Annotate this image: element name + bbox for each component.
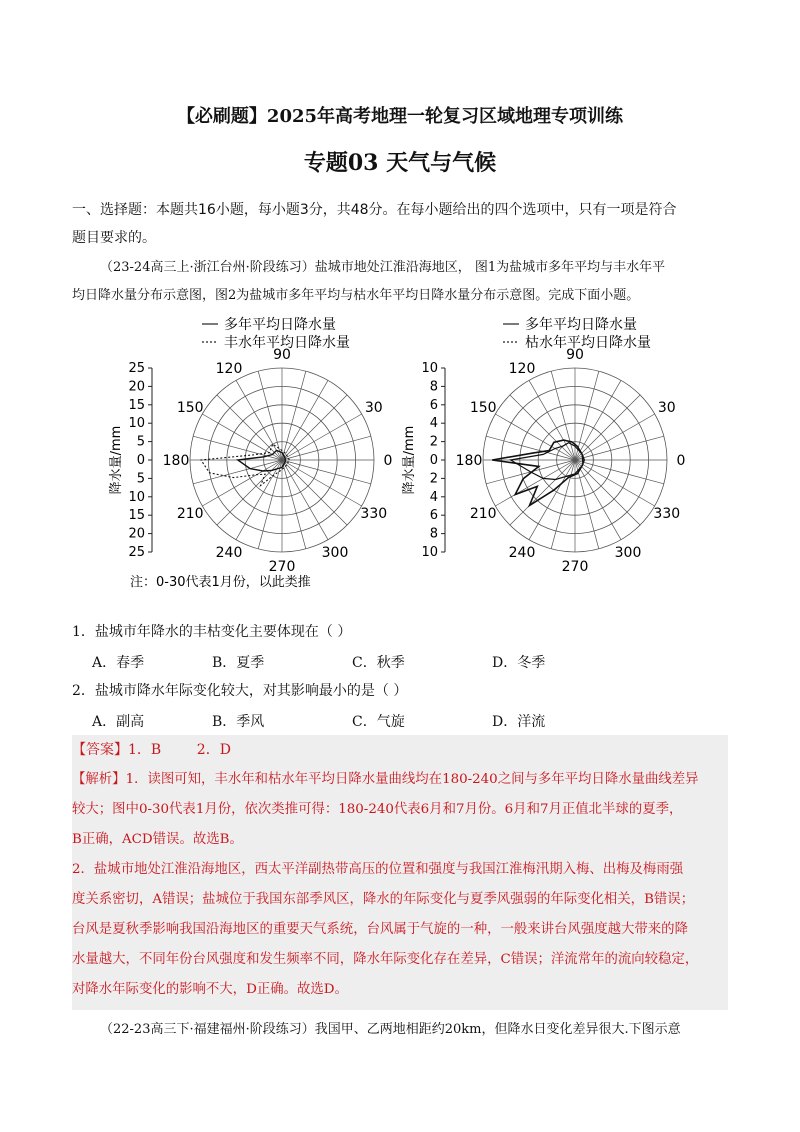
- angle-label: 90: [566, 347, 584, 363]
- q2-option-b: B．季风: [212, 714, 265, 730]
- analysis-line: 2．盐城市地处江淮沿海地区，西太平洋副热带高压的位置和强度与我国江淮梅汛期入梅、出梅及梅雨强: [72, 862, 684, 877]
- q1-option-b: B．夏季: [212, 655, 265, 671]
- grid-spoke: [575, 414, 655, 460]
- document-title: 【必刷题】2025年高考地理一轮复习区域地理专项训练: [176, 106, 624, 127]
- analysis-line: 水量越大，不同年份台风强度和发生频率不同，降水年际变化存在差异，C错误；洋流常年的流向较稳定，: [72, 952, 699, 967]
- grid-spoke: [236, 460, 282, 540]
- grid-spoke: [282, 395, 347, 460]
- section-instructions: [72, 196, 728, 252]
- y-tick-label: 5: [136, 471, 145, 487]
- polar-chart-1: [108, 347, 392, 575]
- y-tick-label: 15: [128, 397, 145, 413]
- grid-spoke: [258, 460, 282, 549]
- q1-stem: 1．盐城市年降水的丰枯变化主要体现在（ ）: [72, 624, 352, 640]
- analysis-line: B正确，ACD错误。故选B。: [72, 832, 243, 847]
- y-tick-label: 20: [128, 379, 145, 395]
- analysis-line: 度关系密切，A错误；盐城位于我国东部季风区，降水的年际变化与夏季风强弱的年际变化相关，B错误；: [72, 892, 695, 907]
- y-axis-label: 降水量/mm: [402, 425, 417, 495]
- legend-1b: 丰水年平均日降水量: [224, 335, 350, 351]
- grid-spoke: [282, 380, 328, 460]
- grid-spoke: [575, 436, 664, 460]
- analysis-block: [72, 765, 728, 1005]
- angle-label: 240: [508, 544, 536, 561]
- y-tick-label: 25: [128, 361, 145, 376]
- angle-label: 300: [321, 544, 349, 561]
- grid-spoke: [551, 371, 575, 460]
- section-line-2: 题目要求的。: [72, 230, 156, 246]
- grid-spoke: [202, 460, 282, 506]
- angle-label: 150: [469, 400, 497, 416]
- legend-1a: 多年平均日降水量: [224, 317, 336, 333]
- y-tick-label: 10: [128, 416, 145, 432]
- q2-option-d: D．洋流: [492, 714, 546, 730]
- angle-label: 150: [176, 400, 204, 416]
- grid-spoke: [575, 371, 599, 460]
- grid-spoke: [529, 460, 575, 540]
- grid-spoke: [236, 380, 282, 460]
- next-intro-line: （22-23高三下·福建福州·阶段练习）我国甲、乙两地相距约20km，但降水日变化差异很大.下图示意: [100, 1022, 681, 1037]
- grid-spoke: [282, 371, 306, 460]
- legend-2b: 枯水年平均日降水量: [525, 335, 651, 351]
- grid-spoke: [510, 395, 575, 460]
- y-tick-label: 6: [429, 508, 438, 524]
- angle-label: 270: [268, 559, 296, 575]
- grid-spoke: [282, 414, 362, 460]
- grid-spoke: [575, 460, 640, 525]
- grid-spoke: [575, 380, 621, 460]
- angle-label: 90: [273, 347, 291, 363]
- intro-line-2: 均日降水量分布示意图，图2为盐城市多年平均与枯水年平均日降水量分布示意图。完成下面小题。: [72, 288, 640, 303]
- analysis-line: 较大；图中0-30代表1月份，依次类推可得：180-240代表6月和7月份。6月和7月正值北半球的夏季，: [72, 802, 683, 817]
- angle-label: 270: [561, 559, 589, 575]
- angle-label: 330: [653, 506, 681, 522]
- grid-spoke: [282, 460, 371, 484]
- q2-stem: 2．盐城市降水年际变化较大，对其影响最小的是（ ）: [72, 683, 408, 699]
- y-tick-label: 20: [128, 526, 145, 542]
- grid-spoke: [575, 460, 621, 540]
- y-tick-label: 25: [128, 545, 145, 560]
- answer-label: 【答案】: [72, 742, 128, 758]
- polar-chart-2: [401, 347, 685, 575]
- q1-option-a: A．春季: [92, 655, 145, 671]
- grid-spoke: [193, 460, 282, 484]
- y-tick-label: 4: [429, 489, 438, 505]
- legend-chart1: [202, 316, 350, 351]
- section-line-1: 一、选择题：本题共16小题，每小题3分，共48分。在每小题给出的四个选项中，只有一项是符合: [72, 202, 677, 218]
- next-question-intro: [72, 1016, 728, 1044]
- grid-spoke: [202, 414, 282, 460]
- y-tick-label: 6: [429, 397, 438, 413]
- grid-spoke: [282, 460, 306, 549]
- grid-spoke: [551, 460, 575, 549]
- legend-2a: 多年平均日降水量: [525, 317, 637, 333]
- question-2: [72, 677, 728, 705]
- chart-note: 注：0-30代表1月份，以此类推: [130, 575, 311, 590]
- y-tick-label: 0: [429, 453, 438, 468]
- grid-spoke: [575, 460, 664, 484]
- answer-text: 1．B 2．D: [128, 742, 231, 758]
- y-axis-label: 降水量/mm: [109, 425, 124, 495]
- legend-chart2: [503, 316, 651, 351]
- grid-spoke: [258, 371, 282, 460]
- grid-spoke: [529, 380, 575, 460]
- angle-label: 210: [469, 506, 497, 522]
- angle-label: 210: [176, 506, 204, 522]
- q2-option-a: A．副高: [92, 714, 145, 730]
- y-tick-label: 2: [429, 434, 438, 450]
- angle-label: 180: [162, 453, 190, 469]
- y-tick-label: 5: [136, 434, 145, 450]
- q1-option-d: D．冬季: [492, 655, 546, 671]
- analysis-line: 台风是夏秋季影响我国沿海地区的重要天气系统，台风属于气旋的一种，一般来讲台风强度越大带来的降: [72, 922, 688, 937]
- grid-spoke: [282, 436, 371, 460]
- y-tick-label: 8: [429, 526, 438, 542]
- y-tick-label: 10: [421, 545, 438, 560]
- angle-label: 30: [364, 400, 383, 416]
- analysis-line: 1．读图可知，丰水年和枯水年平均日降水量曲线均在180-240之间与多年平均日降水量曲线差异: [125, 772, 699, 787]
- grid-spoke: [282, 460, 362, 506]
- answer-line: [72, 736, 728, 764]
- y-tick-label: 4: [429, 416, 438, 432]
- angle-label: 30: [657, 400, 676, 416]
- angle-label: 0: [676, 453, 686, 469]
- grid-spoke: [282, 460, 328, 540]
- angle-label: 240: [215, 544, 243, 561]
- y-tick-label: 2: [429, 471, 438, 487]
- angle-label: 0: [383, 453, 393, 469]
- q2-option-c: C．气旋: [352, 714, 405, 730]
- angle-label: 120: [508, 361, 536, 378]
- angle-label: 180: [455, 453, 483, 469]
- angle-label: 300: [614, 544, 642, 561]
- intro-line-1: （23-24高三上·浙江台州·阶段练习）盐城市地处江淮沿海地区， 图1为盐城市多年平均与丰水年平: [100, 260, 666, 275]
- analysis-line: 对降水年际变化的影响不大，D正确。故选D。: [72, 982, 348, 997]
- angle-label: 330: [360, 506, 388, 522]
- grid-spoke: [282, 460, 347, 525]
- y-tick-label: 15: [128, 508, 145, 524]
- grid-spoke: [575, 395, 640, 460]
- y-tick-label: 8: [429, 379, 438, 395]
- y-tick-label: 0: [136, 453, 145, 468]
- question-intro: [72, 254, 728, 310]
- grid-spoke: [217, 395, 282, 460]
- grid-spoke: [575, 460, 599, 549]
- y-tick-label: 10: [421, 361, 438, 376]
- grid-spoke: [575, 460, 655, 506]
- angle-label: 120: [215, 361, 243, 378]
- topic-title: 专题03 天气与气候: [303, 150, 497, 176]
- q1-option-c: C．秋季: [352, 655, 405, 671]
- precipitation-polar-figure: [109, 312, 686, 602]
- analysis-label: 【解析】: [72, 772, 126, 787]
- question-1: [72, 618, 728, 646]
- y-tick-label: 10: [128, 489, 145, 505]
